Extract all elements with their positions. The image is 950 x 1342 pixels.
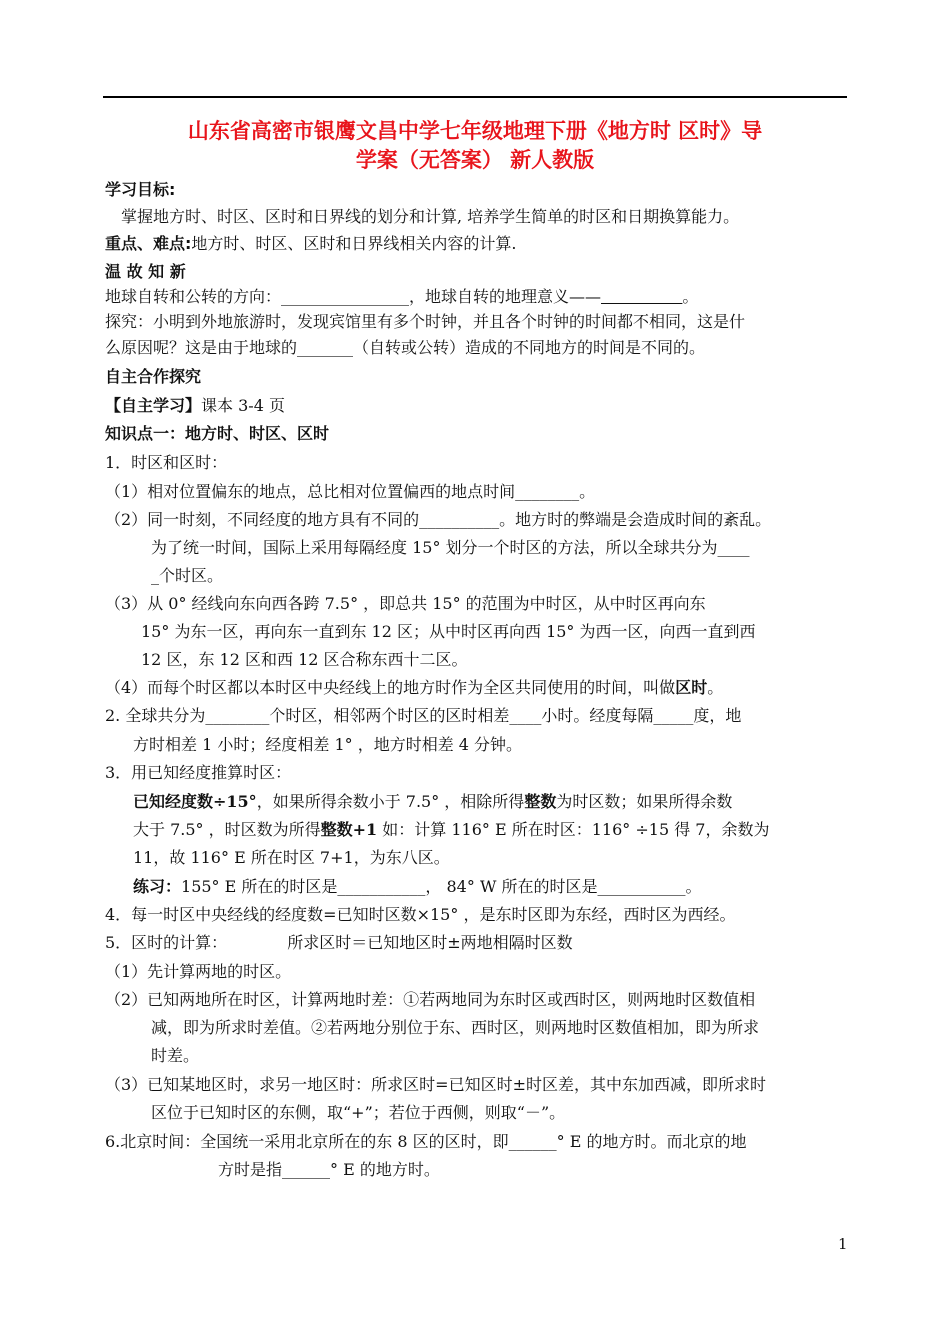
- formula-text-2: 为时区数；如果所得余数: [556, 792, 733, 811]
- item-1-4-text: （4）而每个时区都以本时区中央经线上的地方时作为全区共同使用的时间，叫做: [105, 678, 676, 697]
- item-5-1: （1）先计算两地的时区。: [105, 962, 292, 981]
- section-5-formula: 所求区时＝已知地区时±两地相隔时区数: [287, 933, 573, 952]
- section-3-line1: [133, 792, 732, 812]
- item-5-2-line2: 减，即为所求时差值。②若两地分别位于东、西时区，则两地时区数值相加，即为所求: [151, 1018, 760, 1037]
- item-1-1: （1）相对位置偏东的地点，总比相对位置偏西的地点时间________。: [105, 482, 596, 501]
- item-1-2-line1: （2）同一时刻，不同经度的地方具有不同的__________。地方时的弊端是会造成时间的紊乱。: [105, 510, 772, 529]
- goals-heading: 学习目标:: [105, 180, 176, 199]
- document-title-line2: 学案（无答案） 新人教版: [355, 148, 595, 172]
- page-number: 1: [838, 1235, 848, 1253]
- item-5-3-line2: 区位于已知时区的东侧，取“+”；若位于西侧，则取“－”。: [151, 1103, 566, 1122]
- review-line1-end: 。: [682, 287, 699, 306]
- formula-text-4: 如：计算 116° E 所在时区：116° ÷15 得 7，余数为: [377, 820, 770, 839]
- formula-term-2: 整数: [524, 792, 557, 811]
- review-line1-blank: [601, 287, 682, 306]
- section-3-line2: [133, 820, 769, 840]
- item-5-2-line3: 时差。: [151, 1046, 200, 1065]
- formula-term-1: 已知经度数÷15°: [133, 792, 257, 811]
- review-line1: [105, 287, 698, 307]
- explore-line2: 么原因呢？这是由于地球的_______（自转或公转）造成的不同地方的时间是不同的。: [105, 338, 706, 357]
- self-study-line: [105, 396, 285, 416]
- item-1-4: [105, 678, 723, 698]
- knowledge-point-1: 知识点一：地方时、时区、区时: [105, 424, 330, 443]
- review-heading: 温 故 知 新: [105, 262, 186, 281]
- item-5-2-line1: （2）已知两地所在时区，计算两地时差：①若两地同为东时区或西时区，则两地时区数值相: [105, 990, 756, 1009]
- section-3-line3: 11，故 116° E 所在时区 7+1，为东八区。: [133, 848, 450, 867]
- self-study-text: 课本 3-4 页: [201, 396, 285, 415]
- goals-text: 掌握地方时、时区、区时和日界线的划分和计算, 培养学生简单的时区和日期换算能力。: [121, 207, 740, 226]
- section-5-label: 5．区时的计算：: [105, 933, 228, 952]
- section-2-line2: 方时相差 1 小时；经度相差 1° ，地方时相差 4 分钟。: [133, 735, 523, 754]
- exercise-label: 练习：: [133, 877, 182, 896]
- formula-term-3: 整数+1: [320, 820, 378, 839]
- section-2-line1: 2. 全球共分为________个时区，相邻两个时区的区时相差____小时。经度每隔_____度，地: [105, 706, 742, 725]
- item-1-4-term: 区时: [675, 678, 708, 697]
- key-points-label: 重点、难点:: [105, 234, 192, 253]
- item-1-4-end: 。: [707, 678, 724, 697]
- section-1-heading: 1．时区和区时：: [105, 453, 228, 472]
- section-5-heading: [105, 933, 573, 953]
- explore-line1: 探究：小明到外地旅游时，发现宾馆里有多个时钟，并且各个时钟的时间都不相同，这是什: [105, 312, 746, 331]
- exercise-line: [133, 877, 701, 897]
- item-1-3-line2: 15° 为东一区，再向东一直到东 12 区；从中时区再向西 15° 为西一区，向西一直到西: [141, 622, 756, 641]
- item-1-2-line3: _个时区。: [151, 566, 224, 585]
- item-1-3-line3: 12 区，东 12 区和西 12 区合称东西十二区。: [141, 650, 468, 669]
- section-4: 4．每一时区中央经线的经度数=已知时区数×15° ，是东时区即为东经，西时区为西经。: [105, 905, 736, 924]
- coop-heading: 自主合作探究: [105, 367, 202, 386]
- formula-text-3: 大于 7.5° ，时区数为所得: [133, 820, 321, 839]
- key-points-text: 地方时、时区、区时和日界线相关内容的计算.: [191, 234, 517, 253]
- section-6-line1: 6.北京时间：全国统一采用北京所在的东 8 区的区时，即______° E 的地方时。而北京的地: [105, 1132, 747, 1151]
- section-3-heading: 3．用已知经度推算时区：: [105, 763, 292, 782]
- section-6-line2: 方时是指______° E 的地方时。: [218, 1160, 440, 1179]
- review-line1-text: 地球自转和公转的方向：________________，地球自转的地理意义——: [105, 287, 602, 306]
- key-points-line: [105, 234, 517, 254]
- item-1-3-line1: （3）从 0° 经线向东向西各跨 7.5° ，即总共 15° 的范围为中时区，从中时区再向东: [105, 594, 706, 613]
- item-1-2-line2: 为了统一时间，国际上采用每隔经度 15° 划分一个时区的方法，所以全球共分为____: [151, 538, 750, 557]
- item-5-3-line1: （3）已知某地区时，求另一地区时：所求区时=已知区时±时区差，其中东加西减，即所求时: [105, 1075, 766, 1094]
- formula-text-1: ，如果所得余数小于 7.5° ，相除所得: [256, 792, 525, 811]
- header-rule: [103, 96, 847, 98]
- self-study-label: 【自主学习】: [105, 396, 202, 415]
- exercise-text: 155° E 所在的时区是___________， 84° W 所在的时区是___________。: [181, 877, 702, 896]
- document-title-line1: 山东省高密市银鹰文昌中学七年级地理下册《地方时 区时》导: [187, 119, 763, 143]
